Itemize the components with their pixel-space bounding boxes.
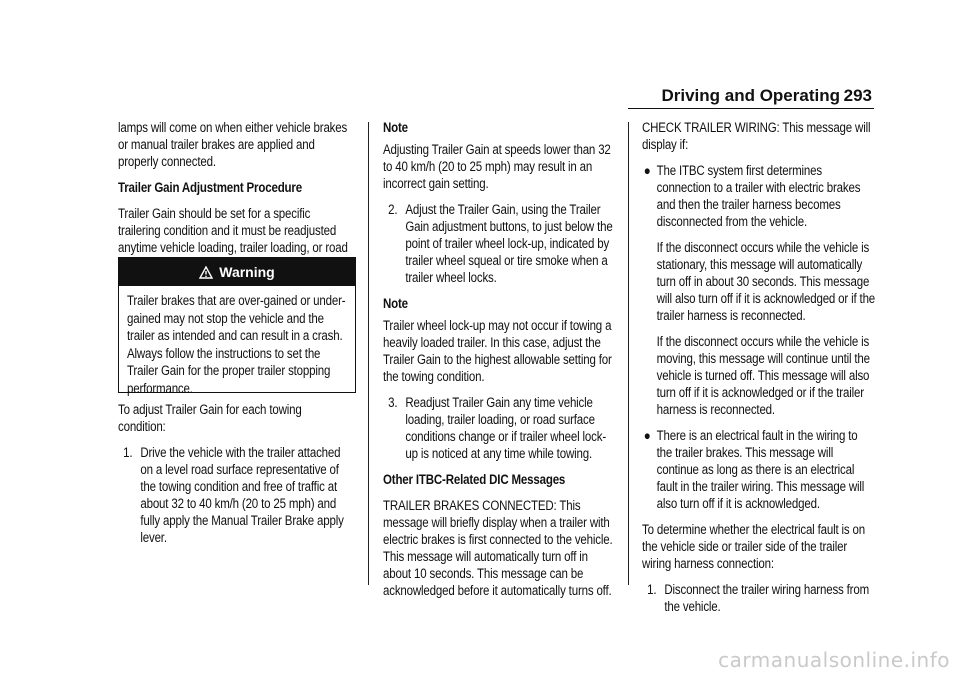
warning-box	[118, 257, 356, 396]
bullet-icon: ●	[643, 428, 651, 443]
note-text: Trailer wheel lock-up may not occur if towing a heavily loaded trailer. In this case, adjust the Trailer Gain to the highest allowable setting for the towing condition.	[383, 318, 612, 384]
warning-label: Warning	[219, 264, 275, 280]
note-label: Note	[383, 120, 408, 135]
paragraph: lamps will come on when either vehicle brakes or manual trailer brakes are applied and properly connected.	[118, 120, 348, 169]
list-item: 3. Readjust Trailer Gain any time vehicle loading, trailer loading, or road surface conditions change or if trailer wheel lock-up is noticed at any time while towing.	[388, 395, 606, 461]
page-header	[0, 82, 960, 110]
warning-text: Trailer brakes that are over-gained or under-gained may not stop the vehicle and the trailer as intended and can result in a crash. Always follow the instructions to set the Trailer Gain for the proper trailer stopping performance.	[127, 293, 346, 396]
page-number: 293	[843, 86, 872, 105]
watermark: carmanualsonline.info	[718, 648, 950, 672]
section-title: Driving and Operating	[661, 86, 840, 105]
paragraph: TRAILER BRAKES CONNECTED: This message will briefly display when a trailer with electric brakes is first connected to the vehicle. This message will automatically turn off in about 10 seconds. This message can be acknowledged before it automatically turns off.	[383, 498, 613, 598]
list-item: 2. Adjust the Trailer Gain, using the Trailer Gain adjustment buttons, to just below the point of trailer wheel lock-up, indicated by trailer wheel squeal or tire smoke when a trailer wheel locks.	[388, 202, 613, 285]
paragraph: CHECK TRAILER WIRING: This message will display if:	[642, 120, 871, 152]
warning-triangle-icon	[199, 266, 213, 279]
note-label: Note	[383, 296, 408, 311]
note-text: Adjusting Trailer Gain at speeds lower than 32 to 40 km/h (20 to 25 mph) may result in an incorrect gain setting.	[383, 142, 611, 191]
bullet-icon: ●	[643, 163, 651, 178]
list-item: 1. Drive the vehicle with the trailer attached on a level road surface representative of the towing condition and free of traffic at about 32 to 40 km/h (20 to 25 mph) and fully apply the Manual Trailer Brake apply lever.	[123, 445, 344, 545]
column-3	[642, 119, 960, 624]
list-item: ● There is an electrical fault in the wiring to the trailer brakes. This message will continue as long as there is an electrical fault in the trailer wiring. This message will also turn off if it is acknowledged.	[643, 428, 865, 511]
heading-other-itbc-messages: Other ITBC-Related DIC Messages	[383, 472, 566, 487]
paragraph: Trailer Gain should be set for a specific trailering condition and it must be readjusted anytime vehicle loading, trailer loading, or road	[118, 206, 348, 255]
heading-trailer-gain-procedure: Trailer Gain Adjustment Procedure	[118, 180, 302, 195]
header-rule	[628, 108, 874, 109]
list-item: ● The ITBC system first determines connection to a trailer with electric brakes and then the trailer harness becomes disconnected from the vehicle. If the disconnect occurs while the vehicle is stationary, this message will automatically turn off in about 30 seconds. This message will also turn off if it is acknowledged or if the trailer harness is reconnected. If the disconnect occurs while the vehicle is moving, this message will continue until the vehicle is turned off. This message will also turn off if it is acknowledged or if the trailer harness is reconnected.	[643, 163, 876, 417]
paragraph: To determine whether the electrical fault is on the vehicle side or trailer side of the trailer wiring harness connection:	[642, 522, 865, 571]
paragraph: To adjust Trailer Gain for each towing condition:	[118, 402, 302, 434]
warning-header	[119, 258, 355, 286]
list-item: 1. Disconnect the trailer wiring harness from the vehicle.	[647, 582, 869, 614]
